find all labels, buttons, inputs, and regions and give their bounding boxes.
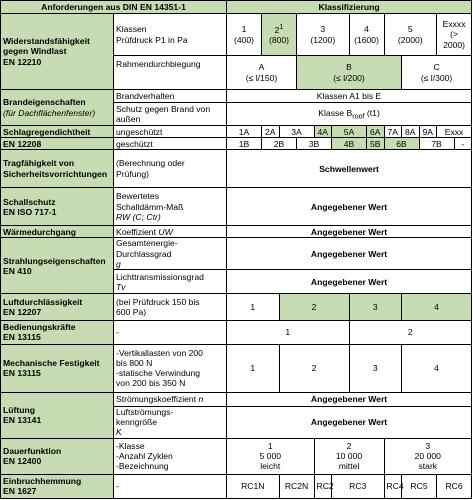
burglary-desc: - <box>114 474 227 498</box>
header-classification: Klassifizierung <box>227 1 472 14</box>
safety-desc: (Berechnung oder Prüfung) <box>114 150 227 188</box>
durability-label: Dauerfunktion EN 12400 <box>1 438 114 474</box>
rain-class-exxx: Exxx <box>437 126 472 138</box>
fire-protection-label: Schutz gegen Brand von außen <box>114 103 227 126</box>
wind-classes-label: Klassen Prüfdruck P1 in Pa <box>114 14 227 56</box>
rain-class-4b: 4B <box>332 138 367 150</box>
mechanical-row <box>1 344 472 392</box>
safety-label: Tragfähigkeit von Sicherheitsvorrichtungen <box>1 150 114 188</box>
rain-class-6a: 6A <box>367 126 385 138</box>
header-row <box>1 1 472 14</box>
header-requirements: Anforderungen aus DIN EN 14351-1 <box>1 1 227 14</box>
air-row <box>1 294 472 320</box>
air-label: Luftdurchlässigkeit EN 12207 <box>1 294 114 320</box>
operating-label: Bedienungskräfte EN 13115 <box>1 320 114 344</box>
rain-class-dash: - <box>454 138 472 150</box>
radiation-energy-value: Angegebener Wert <box>227 238 472 270</box>
ventilation-label: Lüftung EN 13141 <box>1 392 114 438</box>
rain-class-7b: 7B <box>419 138 454 150</box>
radiation-light-desc: Lichttransmissionsgrad Tv <box>114 270 227 294</box>
thermal-row <box>1 226 472 238</box>
radiation-light-value: Angegebener Wert <box>227 270 472 294</box>
ventilation-coefficient-value: Angegebener Wert <box>227 392 472 406</box>
fire-row-1 <box>1 90 472 103</box>
rain-class-2b: 2B <box>262 138 297 150</box>
rain-protected-label: geschützt <box>114 138 227 150</box>
operating-row <box>1 320 472 344</box>
air-class-4: 4 <box>402 294 472 320</box>
rain-standard: EN 12208 <box>1 138 114 150</box>
radiation-energy-desc: Gesamtenergie- Durchlassgrad g <box>114 238 227 270</box>
durability-row <box>1 438 472 474</box>
air-class-1: 1 <box>227 294 280 320</box>
fire-behaviour-label: Brandverhalten <box>114 90 227 103</box>
thermal-desc: Koeffizient UW <box>114 226 227 238</box>
mechanical-class-2: 2 <box>279 344 349 392</box>
rain-class-1a: 1A <box>227 126 262 138</box>
burglary-class-rc2n: RC2N <box>279 474 314 498</box>
rain-row-unprotected <box>1 126 472 138</box>
mechanical-label: Mechanische Festigkeit EN 13115 <box>1 344 114 392</box>
rain-unprotected-label: ungeschützt <box>114 126 227 138</box>
fire-behaviour-value: Klassen A1 bis E <box>227 90 472 103</box>
air-class-2: 2 <box>279 294 349 320</box>
durability-class-1: 1 5 000 leicht <box>227 438 315 474</box>
operating-class-2: 2 <box>349 320 472 344</box>
deflection-b: B (≤ l/200) <box>297 56 402 90</box>
wind-class-exxxx: Exxxx (> 2000) <box>437 14 472 56</box>
sound-value: Angegebener Wert <box>227 188 472 226</box>
air-class-3: 3 <box>349 294 402 320</box>
radiation-label: Strahlungseigenschaften EN 410 <box>1 238 114 294</box>
rain-class-4a: 4A <box>314 126 332 138</box>
wind-class-3: 3 (1200) <box>297 14 350 56</box>
durability-desc: -Klasse -Anzahl Zyklen -Bezeichnung <box>114 438 227 474</box>
ventilation-row-1 <box>1 392 472 406</box>
mechanical-class-4: 4 <box>402 344 472 392</box>
rain-row-protected <box>1 138 472 150</box>
burglary-class-rc6: RC6 <box>437 474 472 498</box>
safety-row <box>1 150 472 188</box>
rain-label: Schlagregendichtheit <box>1 126 114 138</box>
mechanical-class-1: 1 <box>227 344 280 392</box>
operating-desc: - <box>114 320 227 344</box>
deflection-label: Rahmendurchbiegung <box>114 56 227 90</box>
rain-class-9a: 9A <box>419 126 437 138</box>
durability-class-2: 2 10 000 mittel <box>314 438 384 474</box>
rain-class-8a: 8A <box>402 126 420 138</box>
ventilation-flow-desc: Luftströmungs- kenngröße K <box>114 406 227 438</box>
wind-class-1: 1 (400) <box>227 14 262 56</box>
fire-protection-value: Klasse $B_{roof}$ (t1) <box>227 103 472 126</box>
rain-class-3b: 3B <box>297 138 332 150</box>
sound-row <box>1 188 472 226</box>
burglary-class-rc5: RC5 <box>402 474 437 498</box>
operating-class-1: 1 <box>227 320 350 344</box>
rain-class-3a: 3A <box>279 126 314 138</box>
rain-class-2a: 2A <box>262 126 280 138</box>
rain-class-5b: 5B <box>367 138 385 150</box>
rain-class-6b: 6B <box>384 138 419 150</box>
ventilation-flow-value: Angegebener Wert <box>227 406 472 438</box>
thermal-label: Wärmedurchgang <box>1 226 114 238</box>
radiation-row-1 <box>1 238 472 270</box>
wind-row-classes <box>1 14 472 56</box>
thermal-value: Angegebener Wert <box>227 226 472 238</box>
rain-class-1b: 1B <box>227 138 262 150</box>
sound-label: Schallschutz EN ISO 717-1 <box>1 188 114 226</box>
air-desc: (bei Prüfdruck 150 bis 600 Pa) <box>114 294 227 320</box>
deflection-a: A (≤ l/150) <box>227 56 297 90</box>
durability-class-3: 3 20 000 stark <box>384 438 472 474</box>
rain-class-5a: 5A <box>332 126 367 138</box>
burglary-label: Einbruchhemmung EN 1627 <box>1 474 114 498</box>
burglary-class-rc2: RC2 <box>314 474 332 498</box>
burglary-row <box>1 474 472 498</box>
deflection-c: C (≤ l/300) <box>402 56 472 90</box>
rain-class-7a: 7A <box>384 126 402 138</box>
wind-class-4: 4 (1600) <box>349 14 384 56</box>
wind-class-5: 5 (2000) <box>384 14 437 56</box>
ventilation-coefficient-desc: Strömungskoeffizient n <box>114 392 227 406</box>
wind-class-2: $2^1$ (800) <box>262 14 297 56</box>
safety-value: Schwellenwert <box>227 150 472 188</box>
mechanical-desc: -Vertikallasten von 200 bis 800 N -statische Verwindung von 200 bis 350 N <box>114 344 227 392</box>
wind-label: Widerstandsfähigkeit gegen Windlast EN 12210 <box>1 14 114 90</box>
fire-label: Brandeigenschaften (für Dachflächenfenster) <box>1 90 114 126</box>
burglary-class-rc3: RC3 <box>332 474 385 498</box>
burglary-class-rc4: RC4 <box>384 474 402 498</box>
burglary-class-rc1n: RC1N <box>227 474 280 498</box>
sound-desc: Bewertetes Schalldämm-Maß RW (C; Ctr) <box>114 188 227 226</box>
mechanical-class-3: 3 <box>349 344 402 392</box>
